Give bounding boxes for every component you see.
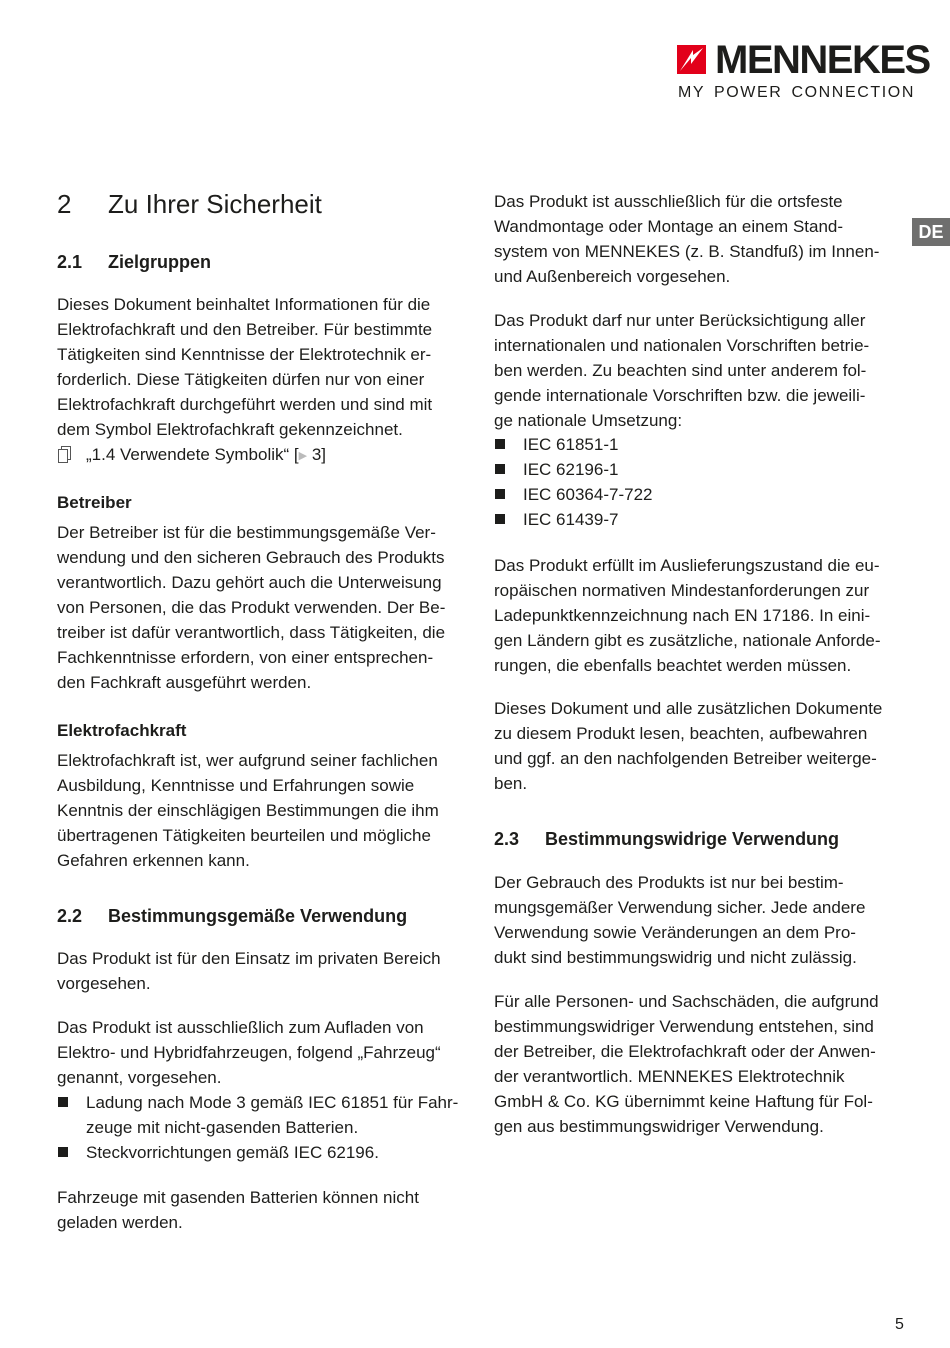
text-line: Elektrofachkraft ist, wer aufgrund seiner fachlichen (57, 751, 438, 770)
text-line: Für alle Personen- und Sachschäden, die aufgrund (494, 992, 879, 1011)
text-line: übertragenen Tätigkeiten beurteilen und mögliche (57, 826, 431, 845)
text-line: Das Produkt erfüllt im Auslieferungszustand die eu- (494, 556, 880, 575)
text-line: Gefahren erkennen kann. (57, 851, 250, 870)
text-line: Verwendung sowie Veränderungen an dem Pro- (494, 923, 856, 942)
text-line: den Fachkraft ausgeführt werden. (57, 673, 312, 692)
text-line: wendung und den sicheren Gebrauch des Produkts (57, 548, 445, 567)
subsection-heading-2-3 (494, 827, 839, 851)
text-line: Ladepunktkennzeichnung nach EN 17186. In eini- (494, 606, 871, 625)
text-line: zu diesem Produkt lesen, beachten, aufbewahren (494, 724, 868, 743)
list-item (494, 432, 652, 457)
list-item-text: Ladung nach Mode 3 gemäß IEC 61851 für Fahr- (86, 1093, 459, 1112)
text-line: Der Betreiber ist für die bestimmungsgemäße Ver- (57, 523, 436, 542)
text-line: Elektrofachkraft und den Betreiber. Für bestimmte (57, 320, 433, 339)
text-line: Der Gebrauch des Produkts ist nur bei bestim- (494, 873, 844, 892)
text-line: Tätigkeiten sind Kenntnisse der Elektrotechnik er- (57, 345, 432, 364)
paragraph (57, 1185, 419, 1235)
text-line: GmbH & Co. KG übernimmt keine Haftung für Fol- (494, 1092, 873, 1111)
text-line: Fachkenntnisse erfordern, von einer entsprechen- (57, 648, 434, 667)
paragraph (494, 553, 881, 678)
text-line: der verantwortlich. MENNEKES Elektrotechnik (494, 1067, 845, 1086)
subsection-number: 2.3 (494, 829, 520, 849)
text-line: gen Ländern gibt es zusätzliche, nationale Anforde- (494, 631, 881, 650)
text-line: ben. (494, 774, 528, 793)
section-heading (57, 189, 322, 219)
paragraph (57, 1015, 441, 1090)
text-line: ben werden. Zu beachten sind unter anderem fol- (494, 361, 867, 380)
text-line: Das Produkt ist ausschließlich zum Aufladen von (57, 1018, 424, 1037)
text-line: forderlich. Diese Tätigkeiten dürfen nur von einer (57, 370, 425, 389)
list-item (494, 507, 652, 532)
text-line: Das Produkt ist ausschließlich für die ortsfeste (494, 192, 843, 211)
list-item-text: IEC 60364-7-722 (523, 485, 653, 504)
text-line: dem Symbol Elektrofachkraft gekennzeichnet. (57, 420, 403, 439)
brand-tagline: MY POWER CONNECTION (678, 84, 916, 101)
standards-list (494, 432, 652, 532)
page-arrow-icon: ▶ (298, 450, 308, 462)
list-item-text: zeuge mit nicht-gasenden Batterien. (86, 1118, 359, 1137)
subheading-elektrofachkraft: Elektrofachkraft (57, 721, 187, 740)
paragraph (57, 748, 439, 873)
list-item (57, 1090, 458, 1140)
text-line: und ggf. an den nachfolgenden Betreiber weiterge- (494, 749, 877, 768)
text-line: gen aus bestimmungswidriger Verwendung. (494, 1117, 824, 1136)
text-line: ropäischen normativen Mindestanforderungen zur (494, 581, 870, 600)
list-item (494, 457, 652, 482)
reference-text: „1.4 Verwendete Symbolik“ [ (86, 445, 299, 464)
cross-reference[interactable] (57, 442, 326, 469)
text-line: und Außenbereich vorgesehen. (494, 267, 731, 286)
list-item-text: IEC 62196-1 (523, 460, 619, 479)
text-line: Fahrzeuge mit gasenden Batterien können nicht (57, 1188, 419, 1207)
text-line: Ausbildung, Kenntnisse und Erfahrungen sowie (57, 776, 415, 795)
text-line: verantwortlich. Dazu gehört auch die Unterweisung (57, 573, 442, 592)
text-line: der Betreiber, die Elektrofachkraft oder der Anwen- (494, 1042, 876, 1061)
list-item-text: IEC 61851-1 (523, 435, 619, 454)
text-line: Elektro- und Hybridfahrzeugen, folgend „Fahrzeug“ (57, 1043, 441, 1062)
section-number: 2 (57, 189, 72, 219)
text-line: geladen werden. (57, 1213, 183, 1232)
page-number: 5 (895, 1316, 904, 1333)
text-line: Kenntnis der einschlägigen Bestimmungen die ihm (57, 801, 439, 820)
text-line: genannt, vorgesehen. (57, 1068, 222, 1087)
list-item-text: Steckvorrichtungen gemäß IEC 62196. (86, 1143, 379, 1162)
text-line: Wandmontage oder Montage an einem Stand- (494, 217, 844, 236)
text-line: von Personen, die das Produkt verwenden. Der Be- (57, 598, 446, 617)
logo-lightning-icon (677, 45, 706, 74)
subsection-title: Bestimmungsgemäße Verwendung (108, 906, 408, 926)
text-line: rungen, die ebenfalls beachtet werden müssen. (494, 656, 852, 675)
text-line: mungsgemäßer Verwendung sicher. Jede andere (494, 898, 866, 917)
paragraph (494, 308, 869, 433)
text-line: gende internationale Vorschriften bzw. die jeweili- (494, 386, 866, 405)
list-item (494, 482, 652, 507)
text-line: Elektrofachkraft durchgeführt werden und sind mit (57, 395, 433, 414)
subsection-title: Bestimmungswidrige Verwendung (545, 829, 840, 849)
subsection-number: 2.2 (57, 906, 83, 926)
text-line: Dieses Dokument und alle zusätzlichen Dokumente (494, 699, 883, 718)
subsection-title: Zielgruppen (108, 252, 211, 272)
text-line: dukt sind bestimmungswidrig und nicht zulässig. (494, 948, 857, 967)
text-line: Das Produkt darf nur unter Berücksichtigung aller (494, 311, 866, 330)
subsection-heading-2-1 (57, 250, 211, 274)
section-title: Zu Ihrer Sicherheit (108, 189, 322, 219)
text-line: vorgesehen. (57, 974, 151, 993)
reference-page: 3] (311, 445, 326, 464)
document-reference-icon (57, 446, 73, 464)
text-line: internationalen und nationalen Vorschriften betrie- (494, 336, 870, 355)
text-line: system von MENNEKES (z. B. Standfuß) im Innen- (494, 242, 880, 261)
brand-name: MENNEKES (715, 38, 930, 82)
subsection-heading-2-2 (57, 904, 407, 928)
paragraph (494, 989, 879, 1139)
text-line: Dieses Dokument beinhaltet Informationen für die (57, 295, 431, 314)
paragraph (494, 870, 865, 970)
paragraph (57, 292, 432, 442)
language-tab: DE (912, 218, 950, 246)
text-line: Das Produkt ist für den Einsatz im privaten Bereich (57, 949, 441, 968)
subsection-number: 2.1 (57, 252, 83, 272)
list-item-text: IEC 61439-7 (523, 510, 619, 529)
paragraph (57, 520, 445, 695)
subheading-betreiber: Betreiber (57, 493, 132, 512)
text-line: ge nationale Umsetzung: (494, 411, 683, 430)
text-line: bestimmungswidriger Verwendung entstehen, sind (494, 1017, 874, 1036)
paragraph (494, 696, 882, 796)
list-item (57, 1140, 458, 1165)
bullet-list (57, 1090, 458, 1165)
paragraph (57, 946, 441, 996)
text-line: treiber ist dafür verantwortlich, dass Tätigkeiten, die (57, 623, 446, 642)
paragraph (494, 189, 879, 289)
